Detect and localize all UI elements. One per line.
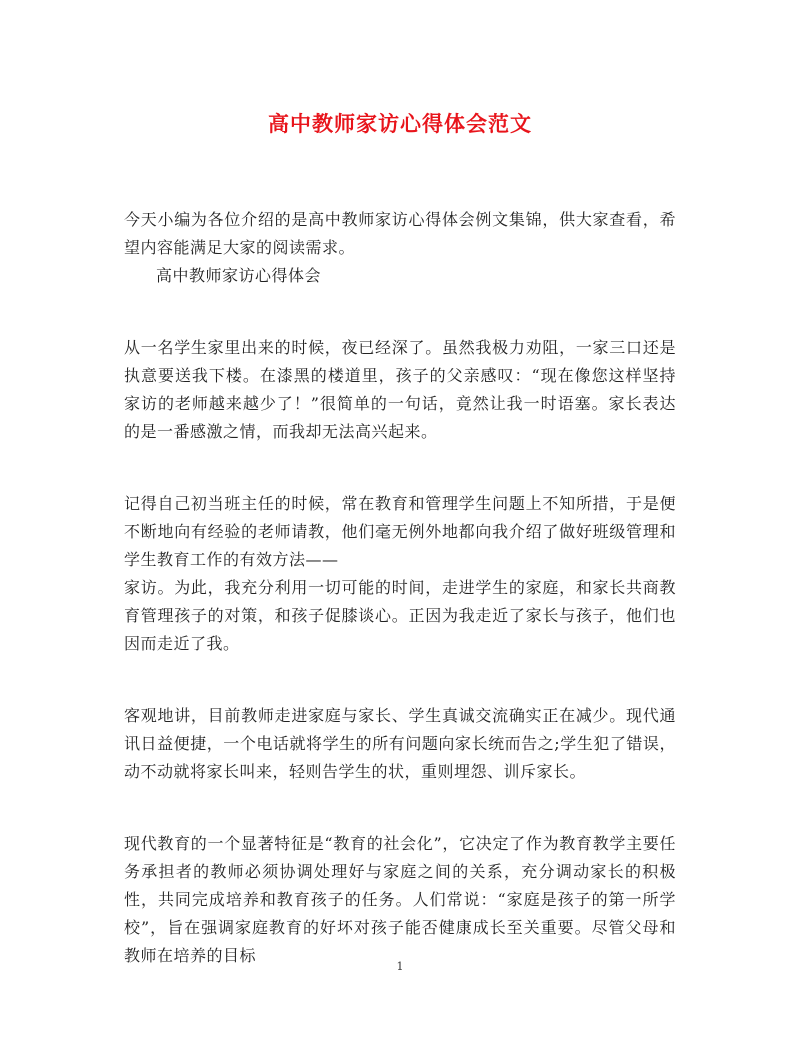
document-title: 高中教师家访心得体会范文 [268, 111, 532, 136]
body-paragraph-2: 记得自己初当班主任的时候，常在教育和管理学生问题上不知所措，于是便不断地向有经验的老师请教，他们毫无例外地都向我介绍了做好班级管理和学生教育工作的有效方法—— [124, 494, 676, 569]
paragraph-gap [124, 446, 676, 490]
paragraph-gap [124, 290, 676, 334]
document-body [124, 206, 676, 970]
intro-paragraph: 今天小编为各位介绍的是高中教师家访心得体会例文集锦，供大家查看，希望内容能满足大家的阅读需求。 [124, 210, 676, 257]
body-paragraph-4: 客观地讲，目前教师走进家庭与家长、学生真诚交流确实正在减少。现代通讯日益便捷，一个电话就将学生的所有问题向家长统而告之;学生犯了错误，动不动就将家长叫来，轻则告学生的状，重则埋怨、训斥家长。 [124, 706, 676, 781]
section-subheading: 高中教师家访心得体会 [156, 266, 322, 285]
body-paragraph-1: 从一名学生家里出来的时候，夜已经深了。虽然我极力劝阻，一家三口还是执意要送我下楼。在漆黑的楼道里，孩子的父亲感叹：“现在像您这样坚持家访的老师越来越少了！”很简单的一句话，竟然让我一时语塞。家长表达的是一番感激之情，而我却无法高兴起来。 [124, 338, 676, 441]
body-paragraph-3: 家访。为此，我充分利用一切可能的时间，走进学生的家庭，和家长共商教育管理孩子的对策，和孩子促膝谈心。正因为我走近了家长与孩子，他们也因而走近了我。 [124, 578, 676, 653]
paragraph-gap [124, 658, 676, 702]
paragraph-gap [124, 786, 676, 830]
page-number: 1 [396, 960, 404, 973]
body-paragraph-5: 现代教育的一个显著特征是“教育的社会化”，它决定了作为教育教学主要任务承担者的教师必须协调处理好与家庭之间的关系，充分调动家长的积极性，共同完成培养和教育孩子的任务。人们常说：“家庭是孩子的第一所学校”，旨在强调家庭教育的好坏对孩子能否健康成长至关重要。尽管父母和教师在培养的目标 [124, 834, 676, 965]
